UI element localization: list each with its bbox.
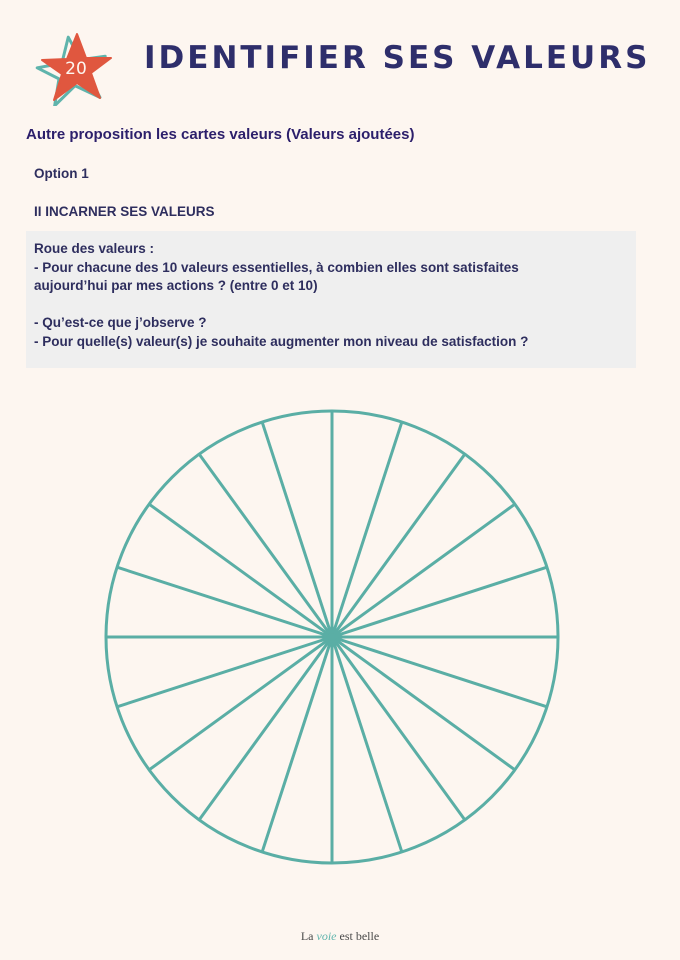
wheel-spoke <box>262 637 332 852</box>
wheel-spoke <box>332 567 547 637</box>
instructions-box <box>26 231 636 368</box>
wheel-spoke <box>199 637 332 820</box>
badge-number: 20 <box>65 59 87 79</box>
wheel-spoke <box>199 454 332 637</box>
values-wheel <box>100 405 564 869</box>
wheel-spoke <box>117 567 332 637</box>
wheel-spoke <box>332 422 402 637</box>
instructions-line-4: - Qu’est-ce que j’observe ? <box>34 315 207 330</box>
footer-brand-accent: voie <box>316 929 337 943</box>
instructions-spacer <box>34 296 628 315</box>
subtitle: Autre proposition les cartes valeurs (Valeurs ajoutées) <box>26 126 415 143</box>
footer-brand <box>0 929 680 944</box>
instructions-line-1: Roue des valeurs : <box>34 241 155 256</box>
wheel-spoke <box>332 637 515 770</box>
wheel-spoke <box>117 637 332 707</box>
section-heading: II INCARNER SES VALEURS <box>34 204 215 219</box>
footer-brand-text: La <box>300 929 317 943</box>
instructions-line-5: - Pour quelle(s) valeur(s) je souhaite augmenter mon niveau de satisfaction ? <box>34 333 529 349</box>
page-title: IDENTIFIER SES VALEURS <box>144 40 651 76</box>
wheel-spoke <box>332 454 465 637</box>
footer-brand-text-end: est belle <box>336 929 380 943</box>
wheel-spoke <box>332 637 547 707</box>
option-label: Option 1 <box>34 166 89 181</box>
starfish-badge-icon <box>34 28 116 106</box>
instructions-line-3: aujourd’hui par mes actions ? (entre 0 et 10) <box>34 278 318 293</box>
wheel-spoke <box>332 504 515 637</box>
wheel-spoke <box>262 422 332 637</box>
wheel-spoke <box>149 637 332 770</box>
wheel-spoke <box>149 504 332 637</box>
wheel-hub <box>328 633 336 641</box>
wheel-spoke <box>332 637 465 820</box>
instructions-line-2: - Pour chacune des 10 valeurs essentielles, à combien elles sont satisfaites <box>34 259 519 275</box>
wheel-spoke <box>332 637 402 852</box>
